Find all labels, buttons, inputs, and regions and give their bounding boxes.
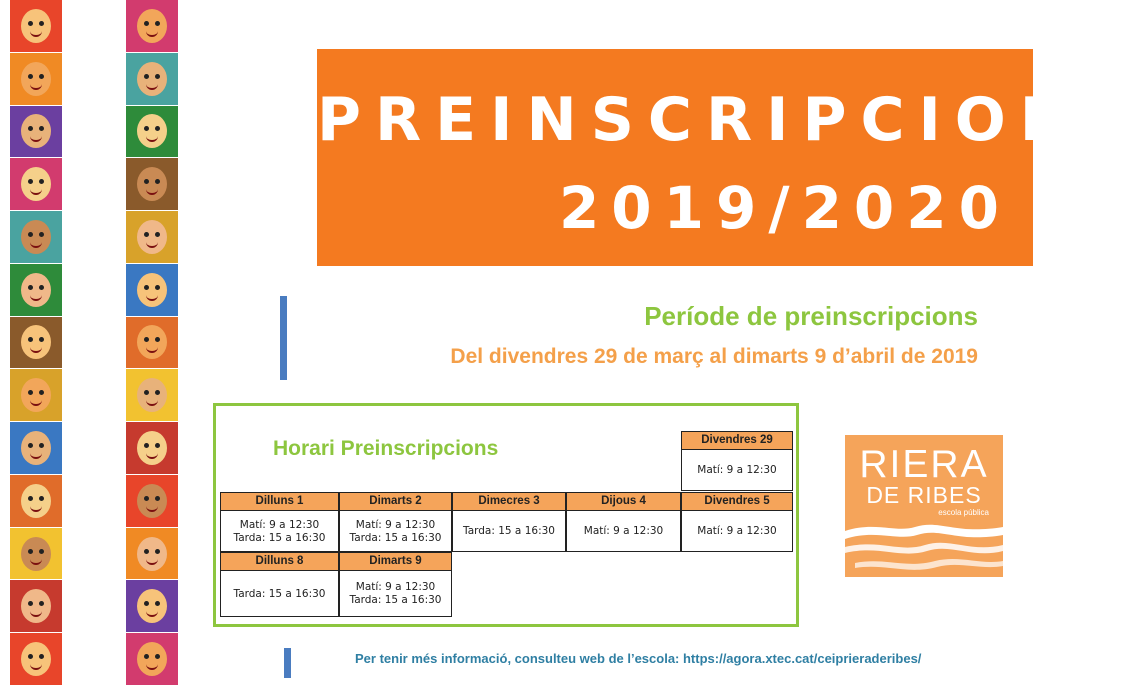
face-drawing-icon bbox=[137, 589, 167, 623]
day-label: Dilluns 1 bbox=[221, 493, 338, 511]
hours-line: Tarda: 15 a 16:30 bbox=[349, 594, 442, 606]
child-drawing-tile bbox=[10, 158, 62, 211]
face-drawing-icon bbox=[21, 431, 51, 465]
river-icon bbox=[845, 435, 1003, 577]
hours-line: Matí: 9 a 12:30 bbox=[355, 581, 436, 593]
day-label: Dimecres 3 bbox=[453, 493, 565, 511]
face-drawing-icon bbox=[137, 484, 167, 518]
child-drawing-tile bbox=[10, 369, 62, 422]
children-drawings-strip-right bbox=[126, 0, 178, 686]
schedule-heading: Horari Preinscripcions bbox=[273, 437, 499, 460]
schedule-table bbox=[213, 403, 799, 627]
hours-line: Matí: 9 a 12:30 bbox=[355, 518, 436, 531]
face-drawing-icon bbox=[21, 167, 51, 201]
poster-title: PREINSCRIPCIONS bbox=[317, 85, 1141, 155]
day-label: Divendres 29 bbox=[682, 432, 792, 450]
footer-info-link[interactable]: Per tenir més informació, consulteu web de l’escola: https://agora.xtec.cat/ceiprieraderibes/ bbox=[355, 651, 922, 666]
child-drawing-tile bbox=[126, 106, 178, 159]
child-drawing-tile bbox=[126, 264, 178, 317]
day-cell bbox=[220, 552, 339, 617]
hours-line: Tarda: 15 a 16:30 bbox=[233, 587, 326, 600]
face-drawing-icon bbox=[21, 589, 51, 623]
child-drawing-tile bbox=[10, 211, 62, 264]
face-drawing-icon bbox=[137, 431, 167, 465]
day-cell bbox=[339, 492, 452, 552]
day-label: Dijous 4 bbox=[567, 493, 680, 511]
face-drawing-icon bbox=[137, 167, 167, 201]
child-drawing-tile bbox=[10, 580, 62, 633]
day-cell bbox=[452, 492, 566, 552]
child-drawing-tile bbox=[126, 0, 178, 53]
child-drawing-tile bbox=[10, 633, 62, 686]
day-label: Divendres 5 bbox=[682, 493, 792, 511]
face-drawing-icon bbox=[137, 378, 167, 412]
children-drawings-strip-left bbox=[10, 0, 62, 686]
face-drawing-icon bbox=[21, 114, 51, 148]
school-logo bbox=[845, 435, 1003, 577]
accent-bar-bottom bbox=[284, 648, 291, 678]
face-drawing-icon bbox=[21, 273, 51, 307]
child-drawing-tile bbox=[10, 264, 62, 317]
hours-line: Matí: 9 a 12:30 bbox=[239, 518, 320, 531]
face-drawing-icon bbox=[21, 642, 51, 676]
face-drawing-icon bbox=[21, 220, 51, 254]
day-label: Dimarts 2 bbox=[340, 493, 451, 511]
child-drawing-tile bbox=[126, 633, 178, 686]
child-drawing-tile bbox=[10, 475, 62, 528]
logo-text-escola: escola pública bbox=[938, 508, 989, 517]
child-drawing-tile bbox=[126, 422, 178, 475]
hours-line: Tarda: 15 a 16:30 bbox=[463, 525, 555, 537]
day-cell bbox=[339, 552, 452, 617]
face-drawing-icon bbox=[137, 537, 167, 571]
face-drawing-icon bbox=[21, 484, 51, 518]
face-drawing-icon bbox=[21, 9, 51, 43]
child-drawing-tile bbox=[126, 475, 178, 528]
child-drawing-tile bbox=[126, 317, 178, 370]
day-cell bbox=[566, 492, 681, 552]
face-drawing-icon bbox=[21, 62, 51, 96]
accent-bar-top bbox=[280, 296, 287, 380]
child-drawing-tile bbox=[126, 53, 178, 106]
day-hours bbox=[682, 450, 792, 491]
face-drawing-icon bbox=[137, 325, 167, 359]
face-drawing-icon bbox=[21, 537, 51, 571]
day-hours bbox=[453, 511, 565, 552]
child-drawing-tile bbox=[10, 106, 62, 159]
hours-line: Tarda: 15 a 16:30 bbox=[233, 531, 326, 544]
day-hours bbox=[221, 571, 338, 617]
child-drawing-tile bbox=[126, 158, 178, 211]
face-drawing-icon bbox=[137, 9, 167, 43]
logo-text-de-ribes: DE RIBES bbox=[866, 482, 982, 508]
period-dates: Del divendres 29 de març al dimarts 9 d’abril de 2019 bbox=[450, 345, 978, 368]
day-hours bbox=[340, 511, 451, 552]
day-cell bbox=[681, 492, 793, 552]
face-drawing-icon bbox=[21, 325, 51, 359]
child-drawing-tile bbox=[10, 0, 62, 53]
face-drawing-icon bbox=[137, 273, 167, 307]
face-drawing-icon bbox=[137, 62, 167, 96]
hours-line: Matí: 9 a 12:30 bbox=[697, 464, 777, 476]
face-drawing-icon bbox=[137, 642, 167, 676]
child-drawing-tile bbox=[10, 317, 62, 370]
child-drawing-tile bbox=[10, 422, 62, 475]
day-cell bbox=[681, 431, 793, 491]
child-drawing-tile bbox=[126, 580, 178, 633]
day-cell bbox=[220, 492, 339, 552]
day-hours bbox=[682, 511, 792, 552]
logo-text-riera: RIERA bbox=[859, 443, 989, 486]
child-drawing-tile bbox=[126, 528, 178, 581]
child-drawing-tile bbox=[126, 211, 178, 264]
face-drawing-icon bbox=[137, 220, 167, 254]
face-drawing-icon bbox=[21, 378, 51, 412]
day-hours bbox=[221, 511, 338, 552]
period-heading: Període de preinscripcions bbox=[644, 301, 978, 331]
title-banner bbox=[317, 49, 1141, 266]
child-drawing-tile bbox=[126, 369, 178, 422]
poster-year: 2019/2020 bbox=[558, 174, 1011, 242]
hours-line: Tarda: 15 a 16:30 bbox=[349, 531, 442, 544]
day-label: Dimarts 9 bbox=[340, 553, 451, 571]
day-hours bbox=[340, 571, 451, 617]
day-hours bbox=[567, 511, 680, 552]
child-drawing-tile bbox=[10, 53, 62, 106]
hours-line: Matí: 9 a 12:30 bbox=[697, 525, 777, 537]
face-drawing-icon bbox=[137, 114, 167, 148]
day-label: Dilluns 8 bbox=[221, 553, 338, 571]
child-drawing-tile bbox=[10, 528, 62, 581]
hours-line: Matí: 9 a 12:30 bbox=[583, 525, 664, 537]
